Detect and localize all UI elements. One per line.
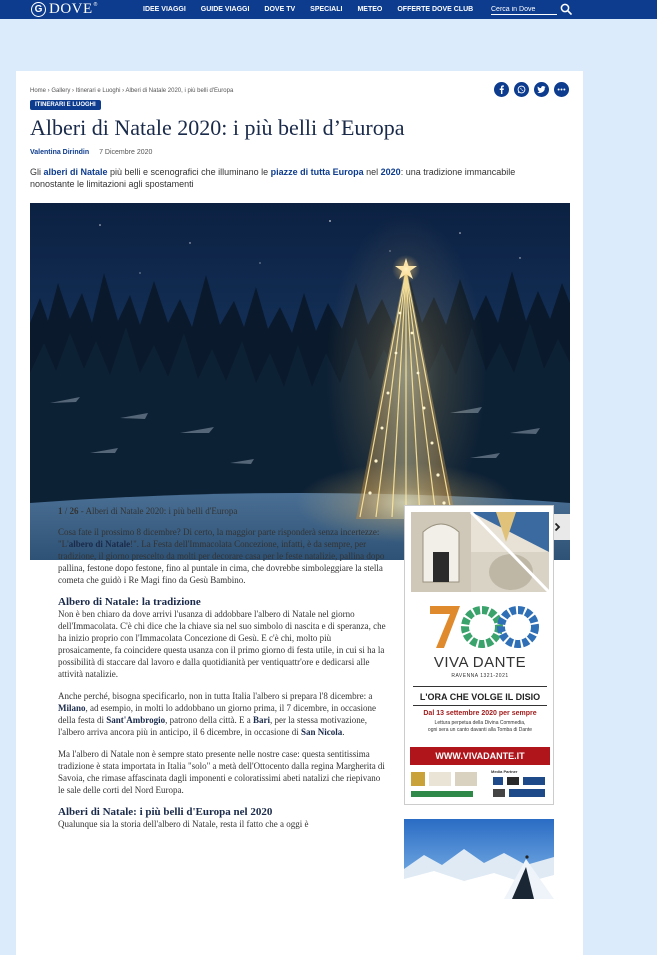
paragraph-4: Ma l'albero di Natale non è sempre stato presente nelle nostre case: questa sentitissima tradizione è stata importata in Italia "solo" a metà dell'Ottocento dalla regina Margherita di Savoia, che rimase affascinata dagli imponenti e coloratissimi abeti natalizi che riepivano le sale delle corti del Nord Europa.	[58, 749, 385, 795]
ad-subtitle: RAVENNA 1321-2021	[451, 673, 509, 679]
byline	[30, 149, 152, 156]
ad-tagline: L'ORA CHE VOLGE IL DISIO	[419, 692, 541, 702]
twitter-share-button[interactable]	[534, 82, 549, 97]
breadcrumb-gallery[interactable]: Gallery	[51, 88, 71, 94]
ad-date: Dal 13 settembre 2020 per sempre	[423, 710, 537, 717]
dove-logo[interactable]	[31, 1, 97, 18]
search-icon[interactable]	[560, 3, 572, 15]
gallery-caption: - Alberi di Natale 2020: i più belli d'Europa	[78, 506, 238, 516]
paragraph-1	[58, 526, 386, 586]
link-san-nicola[interactable]: San Nicola	[301, 727, 343, 737]
paragraph-text: , patrono della città. E a	[165, 715, 254, 725]
paragraph-text: Cosa fate il prossimo 8 dicembre? Di certo, la maggior parte risponderà senza incertezze: "L'	[58, 527, 380, 549]
facebook-share-button[interactable]	[494, 82, 509, 97]
share-buttons	[494, 82, 574, 97]
logo-text: DOVE	[49, 1, 93, 17]
ad-divider	[413, 705, 547, 706]
whatsapp-icon	[517, 85, 526, 94]
mountain-ad-image	[404, 819, 554, 899]
ad-700-graphic	[405, 602, 554, 652]
main-nav	[143, 0, 488, 19]
nav-item-guide-viaggi[interactable]: GUIDE VIAGGI	[200, 6, 250, 13]
heading-tradizione: Albero di Natale: la tradizione	[58, 596, 201, 608]
ad-media-partner: Media Partner	[491, 769, 518, 774]
article-body	[58, 505, 386, 840]
nav-item-offerte-dove-club[interactable]: OFFERTE DOVE CLUB	[397, 6, 474, 13]
page-title: Alberi di Natale 2020: i più belli d’Europa	[30, 115, 405, 140]
counter-total: 26	[69, 506, 79, 516]
search-box	[491, 4, 571, 16]
nav-item-idee-viaggi[interactable]: IDEE VIAGGI	[143, 6, 186, 13]
facebook-icon	[497, 85, 506, 94]
lead-text: : una tradizione immancabile nonostante le limitazioni agli spostamenti	[30, 167, 516, 189]
ad-title: VIVA DANTE	[433, 654, 527, 671]
paragraph-text: , ad esempio, in molti lo addobbano un giorno prima, il 7 dicembre, in occasione della festa di	[58, 703, 376, 725]
heading-piu-belli: Alberi di Natale: i più belli d'Europa nel 2020	[58, 806, 273, 818]
nav-item-speciali[interactable]: SPECIALI	[310, 6, 343, 13]
more-share-button[interactable]	[554, 82, 569, 97]
counter-separator: /	[62, 506, 70, 516]
link-milano[interactable]: Milano	[58, 703, 86, 713]
paragraph-2: Non è ben chiaro da dove arrivi l'usanza di addobbare l'albero di Natale nel giorno dell'Immacolata. C'è chi dice che la chiave sia nel suo simbolo di nascita e di speranza, che ha inizio proprio con l'Immacolata Concezione di Gesù. E c'è chi, molto più prosaicamente, fa coincidere questa usanza con il primo giorno di festa utile, in cui si ha la possibilità di staccare dal lavoro e dalla quotidianità per ventiquattr'ore e dedicarsi alle attività natalizie.	[58, 609, 386, 679]
top-navigation-bar	[0, 0, 657, 19]
more-icon	[557, 85, 566, 94]
author-link[interactable]: Valentina Dirindin	[30, 149, 90, 156]
tree-star	[392, 255, 420, 283]
counter-current: 1	[58, 506, 63, 516]
gallery-counter	[58, 505, 386, 517]
article-lead	[30, 166, 550, 190]
paragraph-5: Qualunque sia la storia dell'albero di Natale, resta il fatto che a oggi è	[58, 819, 309, 829]
lead-text: più belli e scenografici che illuminano le	[107, 167, 271, 177]
search-input[interactable]	[491, 4, 557, 15]
ad-collage-image	[411, 512, 549, 592]
category-badge[interactable]: ITINERARI E LUOGHI	[30, 100, 101, 110]
whatsapp-share-button[interactable]	[514, 82, 529, 97]
paragraph-3	[58, 690, 386, 738]
link-albero-di-natale[interactable]: albero di Natale	[68, 539, 131, 549]
breadcrumb-home[interactable]: Home	[30, 88, 47, 94]
logo-mark: G	[31, 2, 46, 17]
ad-divider	[413, 686, 547, 687]
paragraph-text: , per la stessa motivazione, l'albero arriva ancora più in anticipo, il 6 dicembre, in occasione di	[58, 715, 368, 737]
nav-item-meteo[interactable]: METEO	[357, 6, 383, 13]
mountain-ad[interactable]	[404, 819, 554, 899]
logo-registered-mark: ®	[93, 2, 98, 8]
ad-partner-logos	[411, 768, 549, 801]
viva-dante-ad[interactable]	[404, 505, 554, 805]
breadcrumb: Home › Gallery › Itinerari e Luoghi › Alberi di Natale 2020, i più belli d'Europa	[30, 88, 234, 94]
paragraph-text: !". La Festa dell'Immacolata Concezione, infatti, è da sempre, per tradizione, il giorno prescelto da molti per decorare casa per le feste natalizie, pallina dopo pallina, festone dopo festone, fino al puntale in cima, che dovrebbe simboleggiare la stella cometa che guidò i Re Magi fino da Gesù Bambino.	[58, 539, 385, 585]
paragraph-text: Anche perché, bisogna specificarlo, non in tutta Italia l'albero si prepara l'8 dicembre: a	[58, 691, 373, 701]
lead-text: nel	[363, 167, 381, 177]
publish-date: 7 Dicembre 2020	[99, 149, 153, 156]
link-bari[interactable]: Bari	[253, 715, 271, 725]
lead-link-piazze[interactable]: piazze di tutta Europa	[270, 167, 364, 177]
ad-url-button[interactable]: WWW.VIVADANTE.IT	[410, 747, 550, 765]
twitter-icon	[537, 85, 546, 94]
ad-description-1: Lettura perpetua della Divina Commedia,	[434, 720, 526, 726]
paragraph-text: .	[342, 727, 345, 737]
lead-text: Gli	[30, 167, 44, 177]
lead-link-2020[interactable]: 2020	[380, 167, 401, 177]
breadcrumb-current: Alberi di Natale 2020, i più belli d'Europa	[125, 88, 234, 94]
nav-item-dove-tv[interactable]: DOVE TV	[264, 6, 296, 13]
breadcrumb-itinerari[interactable]: Itinerari e Luoghi	[75, 88, 121, 94]
lead-link-alberi[interactable]: alberi di Natale	[43, 167, 108, 177]
ad-description-2: ogni sera un canto davanti alla Tomba di Dante	[427, 727, 533, 733]
link-santambrogio[interactable]: Sant'Ambrogio	[106, 715, 166, 725]
